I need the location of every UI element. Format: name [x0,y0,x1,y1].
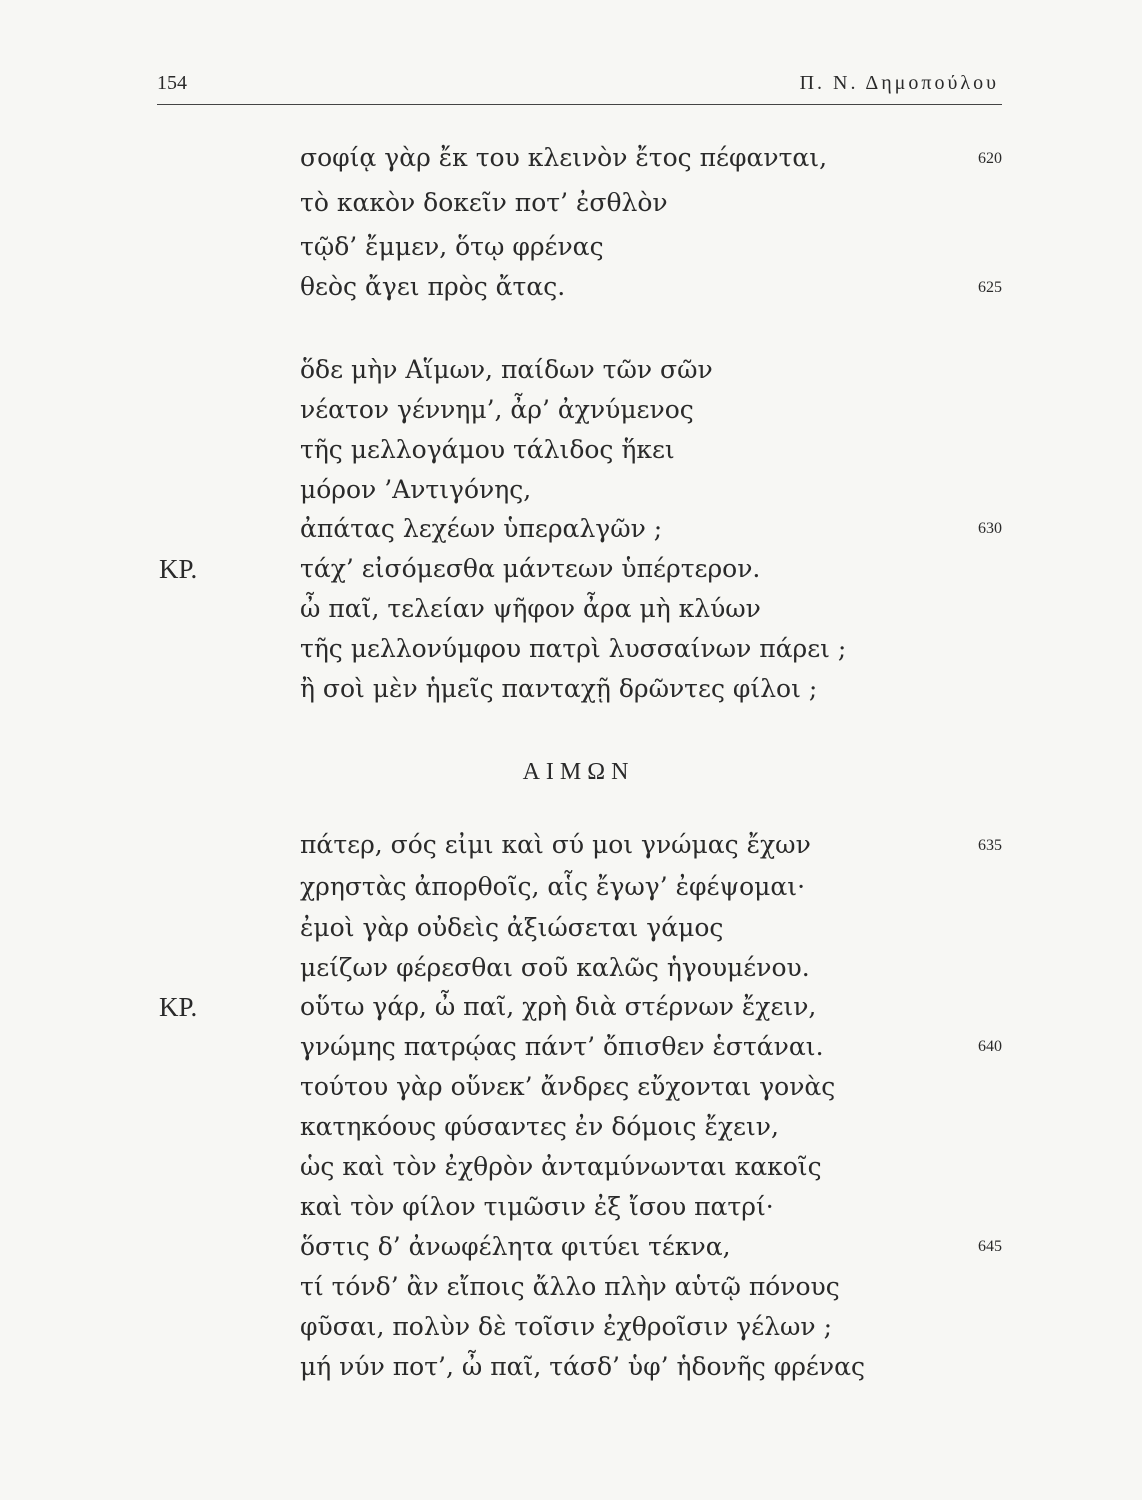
verse-line: τῆς μελλονύμφου πατρὶ λυσσαίνων πάρει ; [300,634,847,663]
verse-line: ὅδε μὴν Αἵμων, παίδων τῶν σῶν [300,355,713,384]
verse-line: σοφίᾳ γὰρ ἔκ του κλεινὸν ἔτος πέφανται, [300,143,828,172]
page-number: 154 [157,72,187,94]
verse-line: τῆς μελλογάμου τάλιδος ἥκει [300,435,675,464]
verse-line: τάχ’ εἰσόμεσθα μάντεων ὑπέρτερον. [300,554,761,583]
verse-line: κατηκόους φύσαντες ἐν δόμοις ἔχειν, [300,1112,779,1141]
header-rule [157,104,1002,105]
verse-line: μή νύν ποτ’, ὦ παῖ, τάσδ’ ὑφ’ ἡδονῆς φρένας [300,1352,865,1381]
line-number: 625 [978,279,1002,296]
verse-line: πάτερ, σός εἰμι καὶ σύ μοι γνώμας ἔχων [300,830,811,859]
running-head: Π. Ν. Δημοπούλου [799,72,999,94]
verse-line: γνώμης πατρῴας πάντ’ ὄπισθεν ἑστάναι. [300,1032,824,1061]
speaker-label: ΚΡ. [159,554,198,584]
verse-line: οὕτω γάρ, ὦ παῖ, χρὴ διὰ στέρνων ἔχειν, [300,992,817,1021]
line-number: 645 [978,1238,1002,1255]
verse-line: ἐμοὶ γὰρ οὐδεὶς ἀξιώσεται γάμος [300,913,724,942]
line-number: 635 [978,837,1002,854]
verse-line: φῦσαι, πολὺν δὲ τοῖσιν ἐχθροῖσιν γέλων ; [300,1312,832,1341]
verse-line: ἀπάτας λεχέων ὑπεραλγῶν ; [300,514,663,543]
speaker-label: ΚΡ. [159,992,198,1022]
verse-line: τί τόνδ’ ἂν εἴποις ἄλλο πλὴν αὑτῷ πόνους [300,1272,840,1301]
verse-line: ἢ σοὶ μὲν ἡμεῖς πανταχῇ δρῶντες φίλοι ; [300,674,818,703]
verse-line: μόρον ’Αντιγόνης, [300,475,532,504]
verse-line: ὡς καὶ τὸν ἐχθρὸν ἀνταμύνωνται κακοῖς [300,1152,822,1181]
section-heading: ΑΙΜΩΝ [522,759,635,785]
verse-line: μείζων φέρεσθαι σοῦ καλῶς ἡγουμένου. [300,953,810,982]
verse-line: τῷδ’ ἔμμεν, ὅτῳ φρένας [300,232,604,261]
verse-line: νέατον γέννημ’, ἆρ’ ἀχνύμενος [300,395,694,424]
verse-line: ὅστις δ’ ἀνωφέλητα φιτύει τέκνα, [300,1232,731,1261]
verse-line: τούτου γὰρ οὕνεκ’ ἄνδρες εὔχονται γονὰς [300,1072,836,1101]
verse-line: θεὸς ἄγει πρὸς ἄτας. [300,272,566,301]
line-number: 630 [978,520,1002,537]
verse-line: τὸ κακὸν δοκεῖν ποτ’ ἐσθλὸν [300,188,668,217]
verse-line: ὦ παῖ, τελείαν ψῆφον ἆρα μὴ κλύων [300,594,761,623]
line-number: 620 [978,150,1002,167]
page-header [157,72,1002,104]
line-number: 640 [978,1038,1002,1055]
verse-line: καὶ τὸν φίλον τιμῶσιν ἐξ ἴσου πατρί· [300,1192,774,1221]
verse-line: χρηστὰς ἀπορθοῖς, αἷς ἔγωγ’ ἐφέψομαι· [300,872,806,901]
